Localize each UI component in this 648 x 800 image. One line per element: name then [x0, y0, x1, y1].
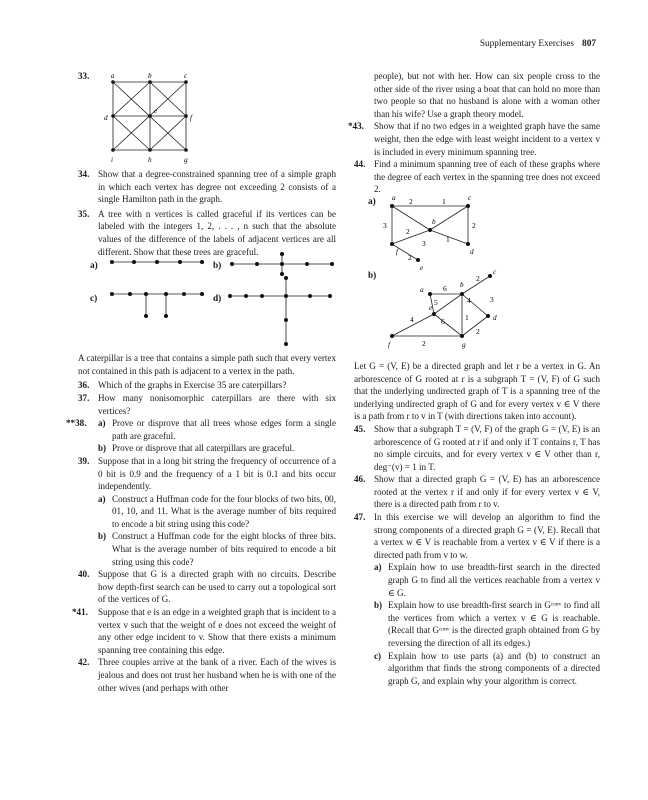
part-label: b)	[98, 443, 107, 454]
edge-weight: 2	[406, 226, 410, 236]
exercise-text: A tree with n vertices is called graceful if its vertices can be labeled with the integers 1, 2, . . . , n such that the absolute values of the difference of the labels of adjacent vertices are all different. Show that these trees are graceful.	[98, 208, 336, 257]
figure-label: b)	[368, 270, 377, 281]
edge-weight: 6	[441, 316, 445, 326]
exercise-number: 35.	[78, 208, 90, 219]
exercise-number: 44.	[354, 159, 366, 170]
edge-weight: 2	[476, 273, 480, 283]
part-a	[374, 561, 600, 599]
part-label: b)	[374, 600, 383, 611]
edge-weight: 3	[383, 220, 387, 230]
exercise-text: Show that a directed graph G = (V, E) has an arborescence rooted at the vertex r if and only if for every vertex v ∈ V, there is a directed path from r to v.	[374, 474, 600, 510]
edge-weight: 2	[422, 338, 426, 348]
part-a	[98, 493, 336, 531]
vertex-label: f	[396, 247, 398, 256]
exercise-44	[354, 158, 600, 356]
exercise-number: 45.	[354, 423, 366, 434]
exercise-39	[78, 455, 336, 568]
vertex-label: g	[184, 156, 188, 164]
part-label: b)	[98, 531, 107, 542]
exercise-number: 42.	[78, 657, 90, 668]
edge-weight: 1	[442, 196, 446, 206]
vertex-label: e	[420, 263, 424, 272]
exercise-number: 40.	[78, 569, 90, 580]
vertex-label: a	[420, 285, 424, 294]
part-text: Explain how to use parts (a) and (b) to construct an algorithm that finds the strong components of a directed graph G, and explain why your algorithm is correct.	[388, 650, 600, 686]
exercise-text: Three couples arrive at the bank of a river. Each of the wives is jealous and does not trust her husband when he is with one of the other wives (and perhaps with other	[98, 657, 336, 693]
part-label: a)	[98, 493, 106, 504]
part-text: Construct a Huffman code for the four blocks of two bits, 00, 01, 10, and 11. What is the average number of bits required to encode a bit string using this code?	[112, 493, 336, 529]
edge-weight: 2	[472, 220, 476, 230]
tree-figures	[90, 258, 336, 348]
exercise-text: Suppose that e is an edge in a weighted graph that is incident to a vertex v such that the weight of e does not exceed the weight of any other edge incident to v. Show that there exists a minimum spanning tree containing this edge.	[98, 607, 336, 655]
edge-weight: 2	[476, 326, 480, 336]
vertex-label: b	[460, 280, 464, 289]
exercise-number: 47.	[354, 512, 366, 523]
vertex-label: b	[432, 217, 436, 226]
exercise-text: Suppose that G is a directed graph with no circuits. Describe how depth-first search can be used to carry out a topological sort of the vertices of G.	[98, 569, 336, 605]
exercise-number: 36.	[78, 380, 90, 391]
edge-weight: 2	[408, 252, 412, 262]
running-title: Supplementary Exercises	[479, 39, 575, 49]
part-b	[98, 442, 336, 455]
edge-weight: 4	[467, 295, 471, 305]
tree-c	[108, 290, 208, 320]
part-a	[98, 417, 336, 442]
exercise-41	[72, 606, 336, 656]
vertex-label: c	[468, 193, 472, 202]
figure-label: a)	[90, 261, 98, 272]
graph-44b	[378, 262, 506, 356]
exercise-38	[66, 417, 336, 455]
figure-label: d)	[213, 294, 222, 305]
page-number: 807	[582, 39, 596, 49]
exercise-number: 34.	[78, 169, 90, 179]
vertex-label: d	[493, 313, 497, 322]
exercise-35	[78, 208, 336, 348]
exercise-number: 37.	[78, 392, 90, 403]
part-text: Construct a Huffman code for the eight blocks of three bits. What is the average number of bits required to encode a bit string using this code?	[112, 531, 336, 567]
part-label: c)	[374, 650, 382, 661]
edge-weight: 3	[490, 294, 494, 304]
part-b	[374, 599, 600, 649]
exercise-text: Show that a degree-constrained spanning tree of a simple graph in which each vertex has degree not exceeding 2 consists of a single Hamilton path in the graph.	[98, 169, 336, 205]
graph-33	[90, 70, 208, 168]
exercise-text: Find a minimum spanning tree of each of these graphs where the degree of each vertex in the spanning tree does not exceed 2.	[374, 159, 600, 195]
exercise-number: 46.	[354, 474, 366, 485]
vertex-label: i	[111, 156, 113, 164]
tree-d	[226, 276, 338, 348]
exercise-34	[78, 168, 336, 206]
edge-weight: 3	[422, 238, 426, 248]
exercise-number: 39.	[78, 455, 90, 466]
vertex-label: b	[148, 72, 152, 80]
tree-a	[108, 258, 208, 278]
exercise-text: In this exercise we will develop an algorithm to find the strong components of a directed graph G = (V, E). Recall that a vertex w ∈ V is reachable from a vertex v ∈ V if there is a directed path from v to w.	[374, 512, 600, 560]
vertex-label: c	[184, 72, 188, 80]
vertex-label: e	[154, 107, 158, 115]
exercise-number: *43.	[348, 121, 364, 132]
exercise-36	[78, 379, 336, 392]
part-label: a)	[374, 562, 382, 573]
vertex-label: c	[493, 267, 497, 276]
right-column	[348, 70, 600, 687]
part-c	[374, 650, 600, 688]
exercise-text: How many nonisomorphic caterpillars are there with six vertices?	[98, 392, 336, 416]
exercise-47	[354, 511, 600, 687]
page-header	[480, 38, 596, 51]
edge-weight: 2	[409, 196, 413, 206]
edge-weight: 5	[434, 297, 438, 307]
exercise-42-continued: people), but not with her. How can six people cross to the other side of the river using a boat that can hold no more than two people so that no husband is alone with a woman other than his wife? Use a graph theory model.	[374, 71, 600, 119]
figure-label: c)	[90, 294, 98, 305]
part-text: Explain how to use breadth-first search in the directed graph G to find all the vertices reachable from a vertex v ∈ G.	[388, 562, 600, 598]
exercise-33	[78, 70, 336, 168]
edge-weight: 1	[465, 312, 469, 322]
exercise-text: Show that a subgraph T = (V, F) of the graph G = (V, E) is an arborescence of G rooted at r if and only if T contains r, T has no simple circuits, and for every vertex v ∈ V other than r, deg⁻(v) = 1 in T.	[374, 423, 600, 472]
part-label: a)	[98, 418, 106, 429]
exercise-text: Suppose that in a long bit string the frequency of occurrence of a 0 bit is 0.9 and the frequency of a 1 bit is 0.1 and bits occur independently.	[98, 455, 336, 492]
exercise-number: 33.	[78, 71, 90, 81]
exercise-40	[78, 568, 336, 606]
exercise-text: Which of the graphs in Exercise 35 are caterpillars?	[98, 380, 287, 391]
exercise-43	[348, 120, 600, 158]
part-text: Prove or disprove that all trees whose edges form a single path are graceful.	[112, 418, 336, 441]
vertex-label: g	[462, 340, 466, 349]
vertex-label: f	[190, 114, 192, 122]
edge-weight: 4	[410, 314, 414, 324]
exercise-number: *41.	[72, 607, 88, 618]
vertex-label: e	[429, 303, 433, 312]
exercise-45	[354, 423, 600, 473]
part-text: Explain how to use breadth-first search in Gᶜᵒⁿᵛ to find all the vertices from which a vertex v ∈ G is reachable. (Recall that Gᶜᵒⁿᵛ is the directed graph obtained from G by reversing the direction of all its edges.)	[388, 600, 600, 648]
vertex-label: a	[392, 193, 396, 202]
exercise-number: **38.	[66, 418, 87, 429]
figure-label: a)	[368, 196, 376, 207]
vertex-label: f	[388, 340, 390, 349]
edge-weight: 6	[443, 283, 447, 293]
arborescence-definition: Let G = (V, E) be a directed graph and let r be a vertex in G. An arborescence of G rooted at r is a subgraph T = (V, F) of G such that the underlying undirected graph of T is a spanning tree of the underlying undirected graph of G and for every vertex v ∈ V there is a path from r to v in T (with directions taken into account).	[354, 360, 600, 422]
part-b	[98, 530, 336, 568]
vertex-label: d	[104, 114, 108, 122]
exercise-46	[354, 473, 600, 511]
exercise-42	[78, 656, 336, 694]
exercise-37	[78, 392, 336, 417]
vertex-label: a	[111, 72, 115, 80]
graph-44a	[383, 192, 494, 272]
edge-weight: 1	[446, 234, 450, 244]
vertex-label: h	[148, 156, 152, 164]
graphs-44	[368, 193, 600, 356]
caterpillar-definition: A caterpillar is a tree that contains a simple path such that every vertex not contained in this path is adjacent to a vertex in the path.	[78, 353, 336, 376]
left-column	[66, 70, 336, 694]
part-text: Prove or disprove that all caterpillars are graceful.	[112, 443, 295, 454]
vertex-label: d	[470, 247, 474, 256]
figure-label: b)	[213, 261, 222, 272]
exercise-text: Show that if no two edges in a weighted graph have the same weight, then the edge with least weight incident to a vertex v is included in every minimum spanning tree.	[374, 121, 600, 157]
